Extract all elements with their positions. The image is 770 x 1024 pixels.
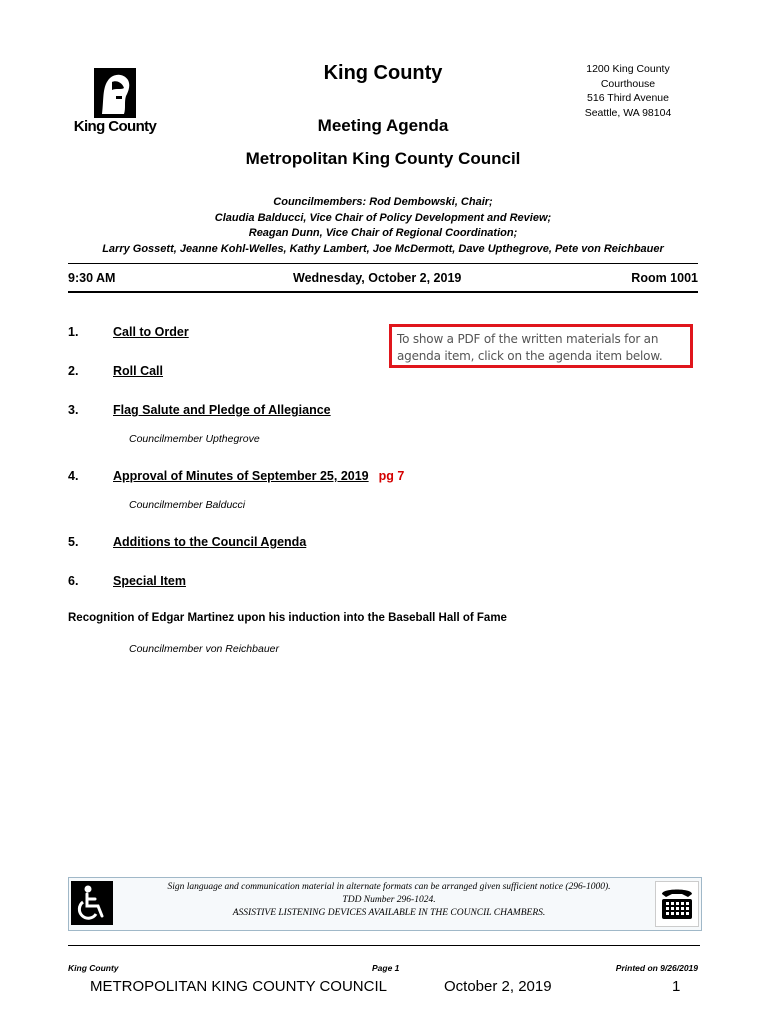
meeting-time: 9:30 AM [68, 271, 116, 285]
footer-org: King County [68, 963, 119, 973]
members-line: Larry Gossett, Jeanne Kohl-Welles, Kathy Lambert, Joe McDermott, Dave Upthegrove, Pete von Reichbauer [102, 242, 664, 255]
agenda-item-call-to-order[interactable]: Call to Order [113, 325, 189, 339]
page-reference-link[interactable]: pg 7 [378, 469, 405, 483]
meeting-date: Wednesday, October 2, 2019 [293, 271, 462, 285]
footer-date: October 2, 2019 [444, 978, 552, 995]
county-title: King County [323, 62, 443, 84]
special-item-title: Recognition of Edgar Martinez upon his induction into the Baseball Hall of Fame [68, 612, 507, 624]
divider [68, 291, 698, 293]
item-number: 6. [68, 574, 79, 588]
accessibility-text [119, 881, 659, 920]
members-line: Councilmembers: Rod Dembowski, Chair; [273, 196, 493, 208]
accessibility-line: Sign language and communication material in alternate formats can be arranged given sufficient notice (296-1000). [167, 882, 611, 892]
address-line: 516 Third Avenue [587, 92, 669, 104]
footer-council-name: METROPOLITAN KING COUNTY COUNCIL [90, 978, 387, 995]
special-item-sponsor: Councilmember von Reichbauer [129, 643, 279, 655]
divider [68, 263, 698, 264]
councilmembers [60, 195, 706, 257]
accessibility-line: ASSISTIVE LISTENING DEVICES AVAILABLE IN THE COUNCIL CHAMBERS. [232, 908, 546, 918]
agenda-item-roll-call[interactable]: Roll Call [113, 364, 164, 378]
item-sponsor: Councilmember Balducci [129, 499, 246, 511]
document-type: Meeting Agenda [317, 116, 449, 135]
meeting-room: Room 1001 [631, 271, 698, 285]
item-number: 4. [68, 469, 79, 483]
item-number: 1. [68, 325, 79, 339]
pdf-instructions-notice: To show a PDF of the written materials for an agenda item, click on the agenda item below. [389, 324, 693, 368]
agenda-item-flag-salute[interactable]: Flag Salute and Pledge of Allegiance [113, 403, 331, 417]
agenda-item-special-item[interactable]: Special Item [113, 574, 186, 588]
tdd-phone-icon [655, 881, 699, 927]
address-line: 1200 King County [586, 63, 670, 75]
item-number: 2. [68, 364, 79, 378]
accessibility-notice [68, 877, 702, 931]
king-county-portrait-icon [94, 68, 136, 118]
council-title: Metropolitan King County Council [245, 149, 521, 168]
footer-divider [68, 945, 700, 946]
item-number: 5. [68, 535, 79, 549]
item-sponsor: Councilmember Upthegrove [129, 433, 260, 445]
logo-text: King County [73, 118, 157, 135]
members-line: Reagan Dunn, Vice Chair of Regional Coordination; [248, 227, 518, 239]
address [568, 62, 688, 120]
footer-page-label: Page 1 [372, 963, 400, 973]
address-line: Courthouse [600, 77, 656, 90]
address-line: Seattle, WA 98104 [584, 106, 672, 119]
item-number: 3. [68, 403, 79, 417]
agenda-item-approval-of-minutes[interactable] [113, 469, 404, 483]
footer-printed-date: Printed on 9/26/2019 [615, 963, 698, 973]
agenda-item-additions[interactable]: Additions to the Council Agenda [113, 535, 307, 549]
agenda-item-title[interactable]: Approval of Minutes of September 25, 2019 [113, 469, 369, 483]
footer-page-number: 1 [672, 978, 681, 995]
king-county-logo [68, 68, 162, 142]
accessibility-line: TDD Number 296-1024. [342, 895, 436, 905]
members-line: Claudia Balducci, Vice Chair of Policy Development and Review; [214, 211, 552, 224]
wheelchair-icon [71, 881, 113, 925]
